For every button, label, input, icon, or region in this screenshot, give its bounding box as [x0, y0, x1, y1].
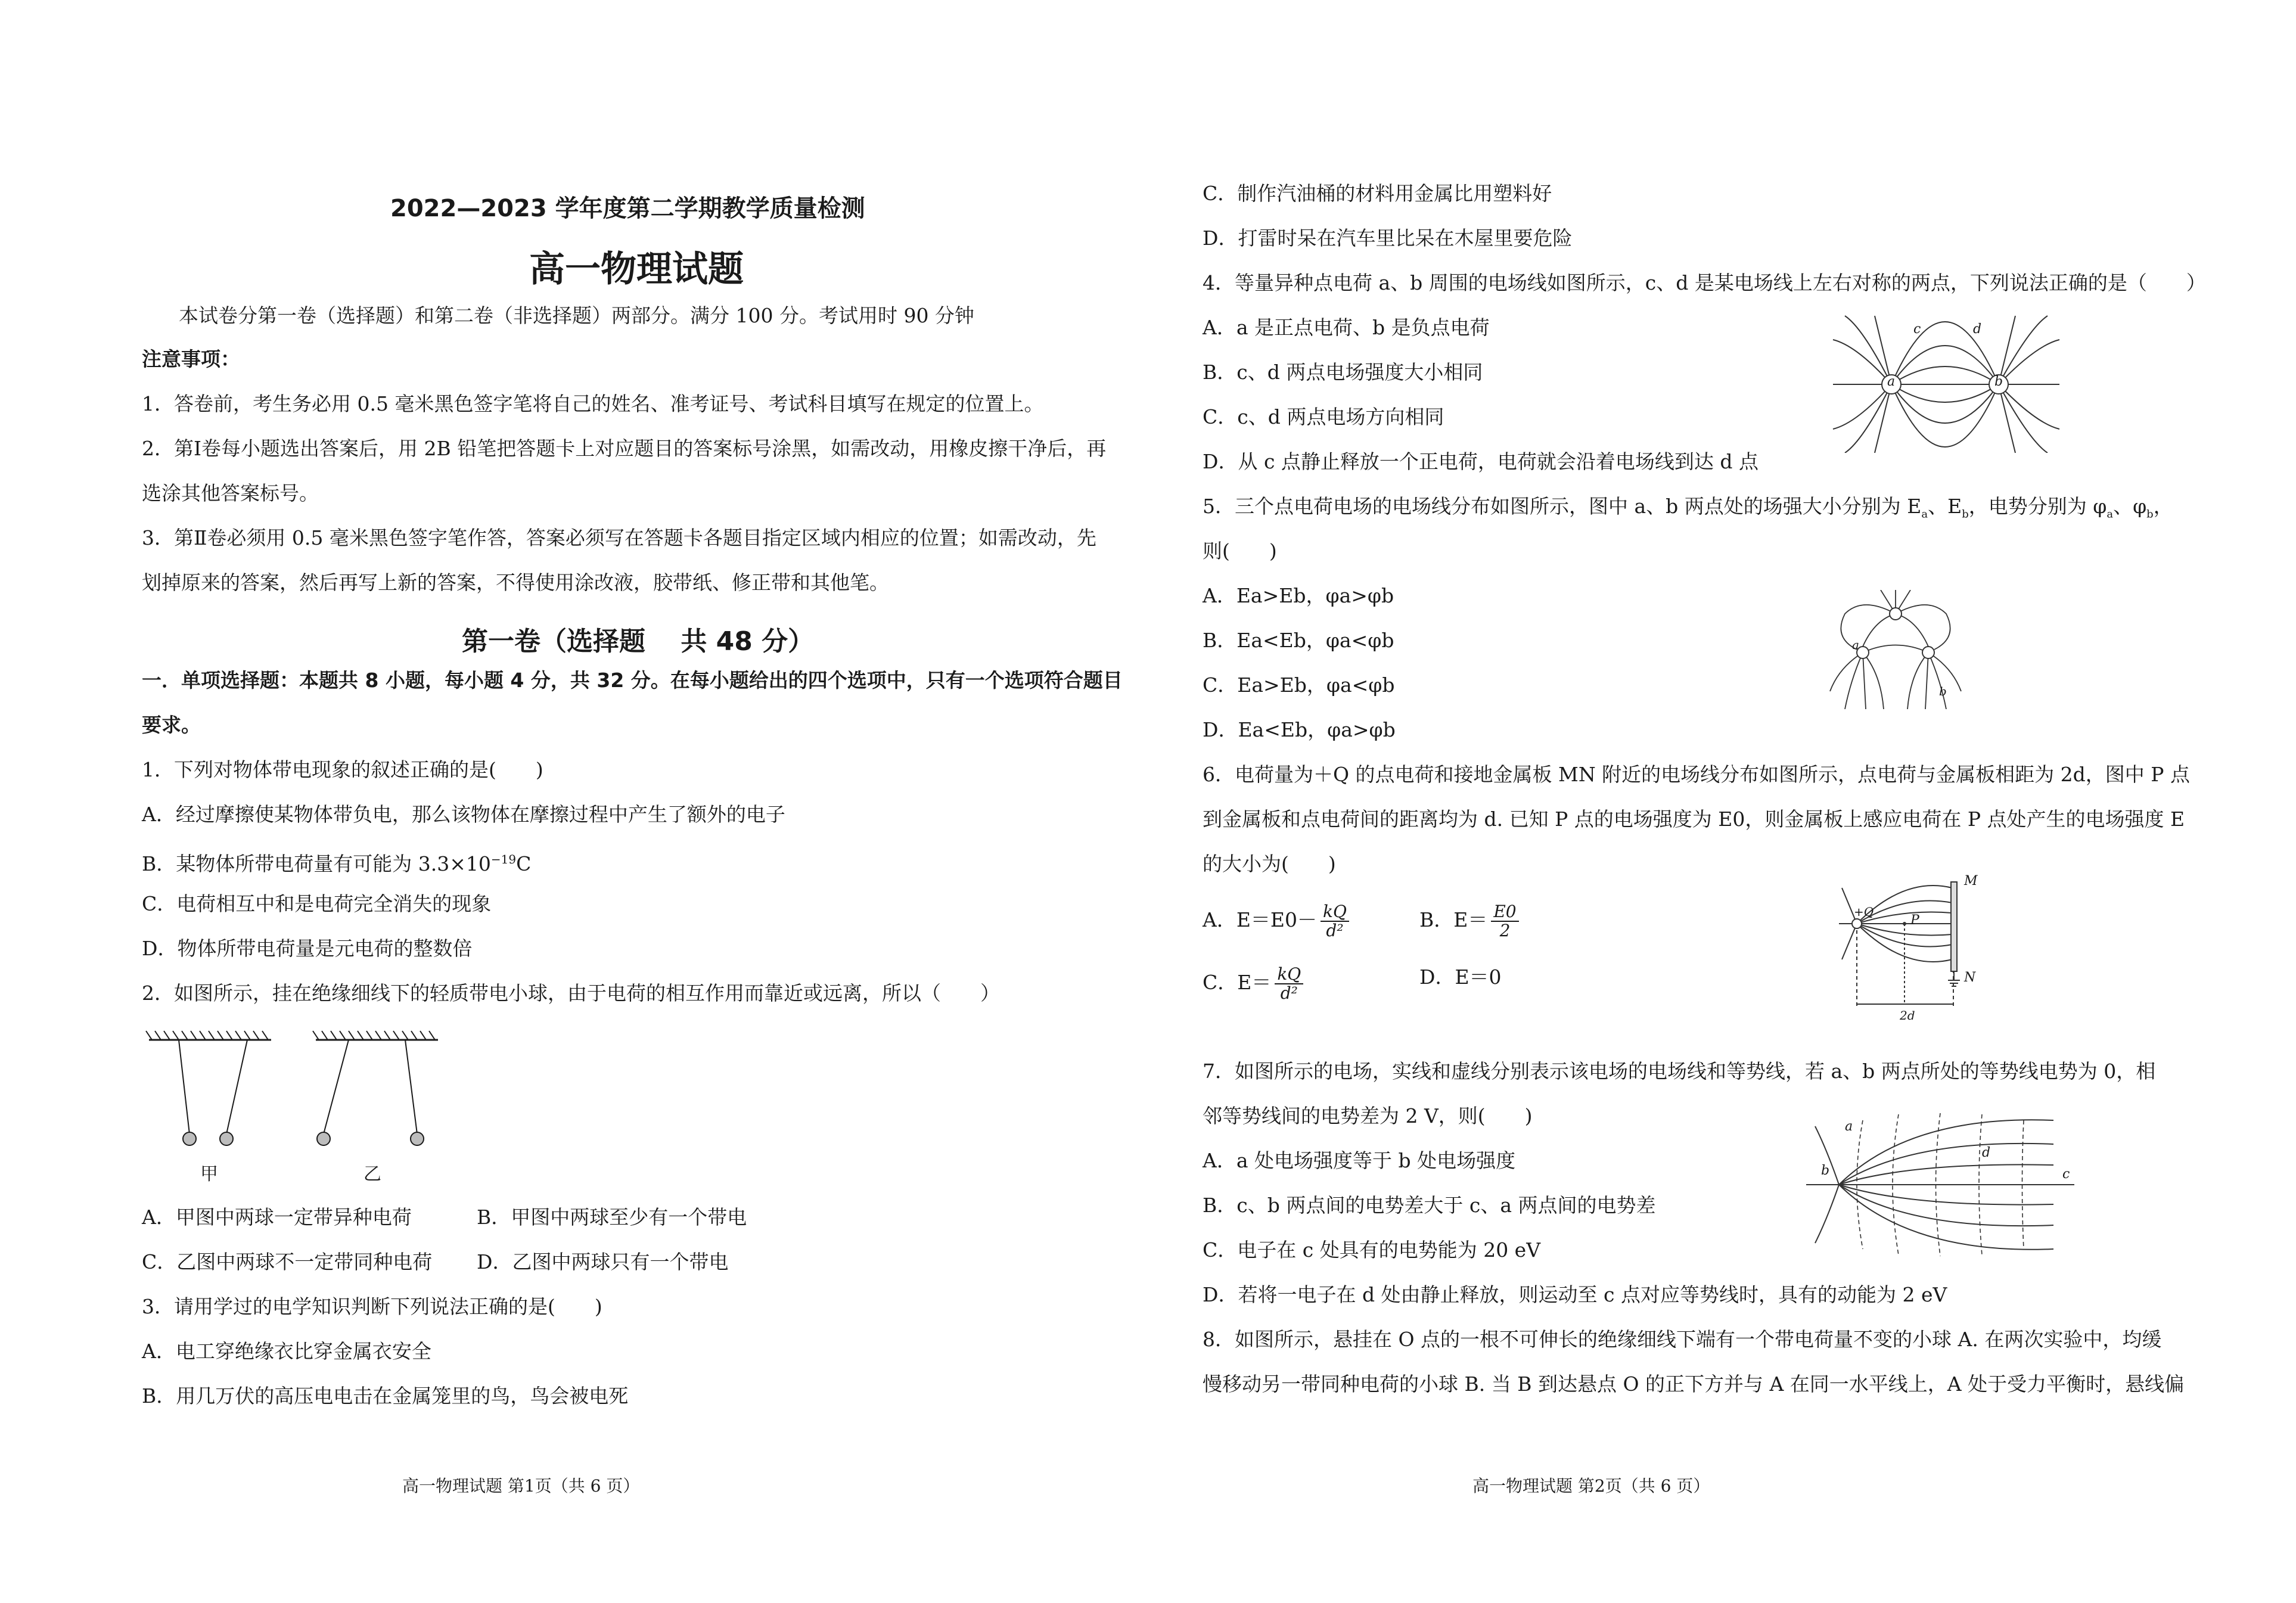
- q6-plate-figure: [1839, 876, 1988, 1025]
- page-2-footer: 高一物理试题 第2页（共 6 页）: [1472, 1476, 1710, 1496]
- question-7-cont: 邻等势线间的电势差为 2 V，则( ): [1203, 1104, 1533, 1127]
- question-5-cont: 则( ): [1203, 539, 1277, 563]
- q6-fig-label-2d: 2d: [1900, 1008, 1915, 1023]
- q3-option-d: D．打雷时呆在汽车里比呆在木屋里要危险: [1203, 226, 1573, 250]
- part-1-instructions: 一．单项选择题：本题共 8 小题，每小题 4 分，共 32 分。在每小题给出的四个选项中，只有一个选项符合题目: [142, 669, 1123, 692]
- notice-2-cont: 选涂其他答案标号。: [142, 481, 319, 505]
- q6-option-c: C．E＝ $\frac{kQ}{\text{d²}}$: [1203, 965, 1303, 1002]
- question-2: 2．如图所示，挂在绝缘细线下的轻质带电小球，由于电荷的相互作用而靠近或远离，所以（ ）: [142, 981, 1000, 1005]
- q4-dipole-figure: [1827, 310, 2065, 453]
- q7-option-d: D．若将一电子在 d 处由静止释放，则运动至 c 点对应等势线时，具有的动能为 2 eV: [1203, 1283, 1947, 1306]
- q2-option-c: C．乙图中两球不一定带同种电荷: [142, 1250, 433, 1273]
- notice-1: 1．答卷前，考生务必用 0.5 毫米黑色签字笔将自己的姓名、准考证号、考试科目填写在规定的位置上。: [142, 392, 1044, 415]
- charge-q: [1852, 919, 1862, 928]
- q7-equipotential-figure: [1803, 1108, 2077, 1263]
- notice-2: 2．第Ⅰ卷每小题选出答案后，用 2B 铅笔把答题卡上对应题目的答案标号涂黑，如需改动，用橡皮擦干净后，再: [142, 437, 1107, 460]
- q5-option-d: D．Ea<Eb，φa>φb: [1203, 718, 1396, 741]
- charge-right: [1922, 647, 1934, 658]
- q7-fig-label-b: b: [1821, 1163, 1830, 1178]
- q4-fig-label-d: d: [1973, 322, 1982, 337]
- question-8: 8．如图所示，悬挂在 O 点的一根不可伸长的绝缘细线下端有一个带电荷量不变的小球 A. 在两次实验中，均缓: [1203, 1328, 2162, 1351]
- q1-option-b: B．某物体所带电荷量有可能为 $3.3\times 10^{-19}C$: [142, 852, 532, 875]
- question-1: 1．下列对物体带电现象的叙述正确的是( ): [142, 758, 543, 781]
- point-p: [1903, 922, 1906, 925]
- question-4: 4．等量异种点电荷 a、b 周围的电场线如图所示，c、d 是某电场线上左右对称的两点，下列说法正确的是（ ）: [1203, 271, 2206, 294]
- q7-option-b: B．c、b 两点间的电势差大于 c、a 两点间的电势差: [1203, 1194, 1656, 1217]
- question-6: 6．电荷量为＋Q 的点电荷和接地金属板 MN 附近的电场线分布如图所示，点电荷与金属板相距为 2d，图中 P 点: [1203, 763, 2190, 786]
- question-7: 7．如图所示的电场，实线和虚线分别表示该电场的电场线和等势线，若 a、b 两点所处的等势线电势为 0，相: [1203, 1060, 2156, 1083]
- q5-fig-label-b: b: [1939, 684, 1947, 698]
- q1-option-a: A．经过摩擦使某物体带负电，那么该物体在摩擦过程中产生了额外的电子: [142, 803, 785, 826]
- q5-fig-label-a: a: [1852, 638, 1859, 652]
- q4-option-c: C．c、d 两点电场方向相同: [1203, 405, 1444, 428]
- question-6-cont: 到金属板和点电荷间的距离均为 d. 已知 P 点的电场强度为 E0，则金属板上感应电荷在 P 点处产生的电场强度 E: [1203, 807, 2185, 831]
- page-1-footer: 高一物理试题 第1页（共 6 页）: [402, 1476, 640, 1496]
- ball-yi-right: [411, 1132, 424, 1145]
- q1-option-c: C．电荷相互中和是电荷完全消失的现象: [142, 892, 492, 915]
- intro-text: 本试卷分第一卷（选择题）和第二卷（非选择题）两部分。满分 100 分。考试用时 90 分钟: [179, 304, 974, 327]
- q2-option-d: D．乙图中两球只有一个带电: [477, 1250, 729, 1273]
- q2-option-b: B．甲图中两球至少有一个带电: [477, 1206, 747, 1229]
- q4-fig-label-a: a: [1887, 374, 1896, 389]
- exam-title: 2022—2023 学年度第二学期教学质量检测: [390, 195, 865, 222]
- subject-title: 高一物理试题: [529, 248, 744, 290]
- q4-option-d: D．从 c 点静止释放一个正电荷，电荷就会沿着电场线到达 d 点: [1203, 450, 1759, 473]
- q4-option-b: B．c、d 两点电场强度大小相同: [1203, 361, 1483, 384]
- q3-option-a: A．电工穿绝缘衣比穿金属衣安全: [142, 1340, 431, 1363]
- question-5: 5．三个点电荷电场的电场线分布如图所示，图中 a、b 两点处的场强大小分别为 $E_a$、$E_b$，电势分别为 $\varphi_a$、$\varphi_b$，: [1203, 495, 2173, 521]
- q3-option-c: C．制作汽油桶的材料用金属比用塑料好: [1203, 182, 1552, 205]
- metal-plate: [1951, 882, 1957, 971]
- charge-top: [1890, 608, 1902, 620]
- part-1-instructions-cont: 要求。: [142, 713, 201, 737]
- q7-option-c: C．电子在 c 处具有的电势能为 20 eV: [1203, 1238, 1541, 1262]
- notice-heading: 注意事项：: [142, 347, 240, 371]
- q6-option-d: D．E＝0: [1419, 965, 1502, 989]
- q3-option-b: B．用几万伏的高压电电击在金属笼里的鸟，鸟会被电死: [142, 1384, 629, 1408]
- q6-fig-label-n: N: [1964, 970, 1976, 985]
- q5-option-c: C．Ea>Eb，φa<φb: [1203, 673, 1395, 697]
- ball-jia-right: [220, 1132, 233, 1145]
- question-6-cont-2: 的大小为( ): [1203, 852, 1336, 875]
- q2-pendulum-figure: [143, 1028, 441, 1171]
- q5-option-a: A．Ea>Eb，φa>φb: [1203, 584, 1394, 607]
- ball-yi-left: [317, 1132, 330, 1145]
- q4-fig-label-c: c: [1913, 322, 1921, 337]
- q1-option-d: D．物体所带电荷量是元电荷的整数倍: [142, 937, 473, 960]
- q6-fig-label-q: +Q: [1854, 905, 1874, 919]
- q7-fig-label-d: d: [1982, 1145, 1991, 1160]
- q4-option-a: A．a 是正点电荷、b 是负点电荷: [1203, 316, 1490, 339]
- q6-fig-label-p: P: [1910, 913, 1919, 928]
- question-3: 3．请用学过的电学知识判断下列说法正确的是( ): [142, 1295, 602, 1318]
- q6-fig-label-m: M: [1964, 874, 1978, 889]
- section-title: 第一卷（选择题 共 48 分）: [462, 626, 815, 657]
- q6-option-a: A．E＝E0－ $\frac{kQ}{\text{d²}}$: [1203, 903, 1349, 940]
- q5-option-b: B．Ea<Eb，φa<φb: [1203, 629, 1394, 652]
- q2-label-yi: 乙: [363, 1164, 381, 1185]
- page-2: [1148, 0, 2296, 1603]
- ball-jia-left: [183, 1132, 196, 1145]
- q7-fig-label-c: c: [2062, 1167, 2070, 1182]
- notice-3: 3．第Ⅱ卷必须用 0.5 毫米黑色签字笔作答，答案必须写在答题卡各题目指定区域内相应的位置；如需改动，先: [142, 526, 1096, 549]
- q2-label-jia: 甲: [200, 1164, 218, 1185]
- q7-fig-label-a: a: [1845, 1119, 1853, 1134]
- q2-option-a: A．甲图中两球一定带异种电荷: [142, 1206, 412, 1229]
- q4-fig-label-b: b: [1994, 374, 2003, 389]
- question-8-cont: 慢移动另一带同种电荷的小球 B. 当 B 到达悬点 O 的正下方并与 A 在同一水平线上，A 处于受力平衡时，悬线偏: [1203, 1372, 2185, 1396]
- notice-3-cont: 划掉原来的答案，然后再写上新的答案，不得使用涂改液，胶带纸、修正带和其他笔。: [142, 571, 889, 594]
- q6-option-b: B．E＝ $\frac{E0}{2}$: [1419, 903, 1519, 940]
- q7-option-a: A．a 处电场强度等于 b 处电场强度: [1203, 1149, 1516, 1172]
